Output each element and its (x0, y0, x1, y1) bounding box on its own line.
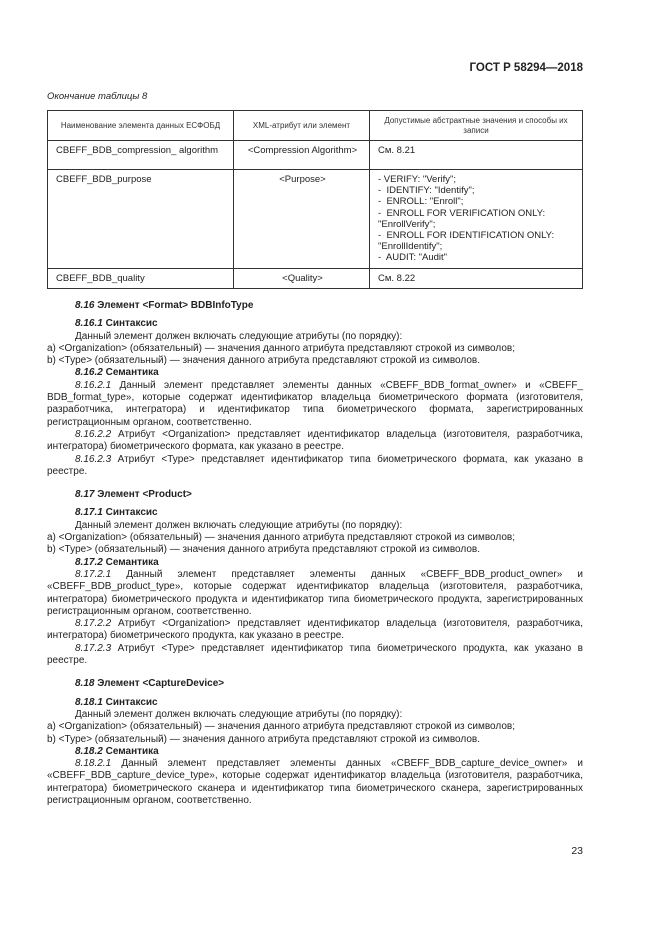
table-caption: Окончание таблицы 8 (47, 91, 148, 102)
section-heading-8-17: 8.17 Элемент <Product> (75, 489, 192, 501)
cell-element-name: CBEFF_BDB_compression_ algorithm (48, 141, 234, 170)
document-body (47, 300, 583, 807)
list-item: b) <Type> (обязательный) — значения данного атрибута представляют строкой из символов. (47, 733, 480, 745)
paragraph: 8.16.2.1 Данный элемент представляет элементы данных «CBEFF_BDB_format_owner» и «CBEFF_ BDB_format_type», которые содержат идентификатор владельца биометрического формата (изготовителя, разработчика, интегратора) и идентификатор типа биометрического формата, зарегистрированных регистрационным органом, соответственно. (47, 379, 583, 428)
column-header-name: Наименование элемента данных ЕСФОБД (48, 111, 234, 141)
subsection-heading-8-18-2: 8.18.2 Семантика (75, 745, 159, 757)
subsection-heading-8-16-1: 8.16.1 Синтаксис (75, 318, 158, 330)
cell-xml: <Purpose> (234, 170, 370, 269)
value-line: - IDENTIFY: "Identify"; (378, 185, 475, 197)
value-line: "EnrollIdentify"; (378, 241, 443, 253)
value-line: См. 8.22 (378, 272, 416, 284)
subsection-heading-8-17-1: 8.17.1 Синтаксис (75, 507, 158, 519)
list-item: b) <Type> (обязательный) — значения данного атрибута представляют строкой из символов. (47, 544, 480, 556)
value-line: - VERIFY: "Verify"; (378, 174, 457, 185)
cell-element-name: CBEFF_BDB_purpose (48, 170, 234, 269)
list-item: a) <Organization> (обязательный) — значения данного атрибута представляют строкой из символов; (47, 342, 515, 354)
cell-xml: <Quality> (234, 268, 370, 288)
cell-xml: <Compression Algorithm> (234, 141, 370, 170)
subsection-heading-8-16-2: 8.16.2 Семантика (75, 367, 159, 379)
paragraph: 8.17.2.2 Атрибут <Organization> представляет идентификатор владельца (изготовителя, разработчика, интегратора) биометрического продукта, как указано в реестре. (47, 618, 583, 642)
paragraph: 8.16.2.3 Атрибут <Type> представляет идентификатор типа биометрического формата, как указано в реестре. (47, 453, 584, 477)
cell-values (370, 141, 583, 170)
value-line: - ENROLL FOR VERIFICATION ONLY: (378, 207, 546, 219)
paragraph: Данный элемент должен включать следующие атрибуты (по порядку): (75, 330, 403, 342)
cell-values (370, 268, 583, 288)
list-item: b) <Type> (обязательный) — значения данного атрибута представляют строкой из символов. (47, 355, 480, 367)
section-heading-8-18: 8.18 Элемент <CaptureDevice> (75, 678, 225, 690)
paragraph: 8.18.2.1 Данный элемент представляет элементы данных «CBEFF_BDB_capture_device_owner» и «CBEFF_BDB_capture_device_type», которые содержат идентификатор владельца (изготовителя, разработчика, интегратора) биометрического сканера и идентификатор типа биометрического сканера, зарегистрированных регистрационным органом, соответственно. (47, 758, 583, 806)
section-heading-8-16: 8.16 Элемент <Format> BDBInfoType (75, 300, 254, 311)
paragraph: 8.17.2.3 Атрибут <Type> представляет идентификатор типа биометрического продукта, как указано в реестре. (47, 642, 583, 667)
subsection-heading-8-18-1: 8.18.1 Синтаксис (75, 696, 158, 708)
cell-values (370, 170, 583, 269)
table-row (48, 268, 583, 288)
page-number: 23 (571, 845, 583, 857)
paragraph: 8.16.2.2 Атрибут <Organization> представляет идентификатор владельца (изготовителя, разработчика, интегратора) биометрического формата, как указано в реестре. (47, 428, 583, 453)
value-line: "EnrollVerify"; (378, 218, 436, 230)
standard-number: ГОСТ Р 58294—2018 (469, 62, 583, 74)
column-header-xml: XML-атрибут или элемент (234, 111, 370, 141)
value-line: - AUDIT: "Audit" (378, 252, 448, 264)
value-line: - ENROLL: "Enroll"; (378, 196, 464, 208)
paragraph: Данный элемент должен включать следующие атрибуты (по порядку): (75, 708, 403, 720)
data-elements-table (47, 110, 583, 289)
table-row (48, 141, 583, 170)
table-row (48, 170, 583, 269)
list-item: a) <Organization> (обязательный) — значения данного атрибута представляют строкой из символов; (47, 532, 515, 544)
table-header-row (48, 111, 583, 141)
list-item: a) <Organization> (обязательный) — значения данного атрибута представляют строкой из символов; (47, 721, 515, 733)
value-line: - ENROLL FOR IDENTIFICATION ONLY: (378, 230, 555, 242)
value-line: См. 8.21 (378, 145, 416, 156)
cell-element-name: CBEFF_BDB_quality (48, 268, 234, 288)
paragraph: Данный элемент должен включать следующие атрибуты (по порядку): (75, 519, 403, 531)
subsection-heading-8-17-2: 8.17.2 Семантика (75, 556, 159, 568)
paragraph: 8.17.2.1 Данный элемент представляет элементы данных «CBEFF_BDB_product_owner» и «CBEFF_BDB_product_type», которые содержат идентификатор владельца (изготовителя, разработчика, интегратора) биометрического продукта и идентификатор типа биометрического продукта, зарегистрированных регистрационным органом, соответственно. (47, 568, 583, 617)
column-header-values: Допустимые абстрактные значения и способы их записи (370, 111, 583, 141)
